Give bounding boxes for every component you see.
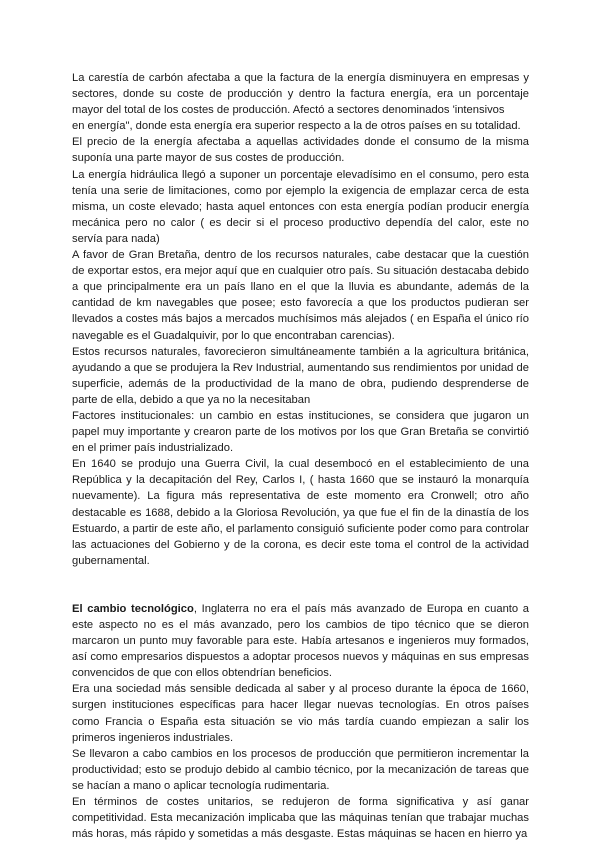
paragraph-society-knowledge: Era una sociedad más sensible dedicada al saber y al proceso durante la época de 1660, surgen instituciones específicas para hacer llegar nuevas tecnologías. En otros países como Francia o España esta situación se vio más tardía cuando empiezan a salir los primeros ingenieros industriales. bbox=[72, 683, 529, 744]
paragraph-great-britain-resources: A favor de Gran Bretaña, dentro de los recursos naturales, cabe destacar que la cuestión de exportar estos, era mejor aquí que en cualquier otro país. Su situación destacaba debido a que principalmente era un país llano en el que la lluvia es abundante, además de la cantidad de km navegables que posee; esto favorecía a que los productos pudieran ser llevados a costes más bajos a mercados muchísimos más alejados ( en España el único río navegable es el Guadalquivir, por lo que encontraban carencias). bbox=[72, 249, 529, 342]
section-heading: El cambio tecnológico bbox=[72, 602, 194, 615]
paragraph-energy-intensive: en energía", donde esta energía era superior respecto a la de otros países en su totalidad. bbox=[72, 120, 521, 133]
paragraph-agriculture: Estos recursos naturales, favorecieron simultáneamente también a la agricultura británica, ayudando a que se produjera la Rev Industrial, aumentando sus rendimientos por unidad de superficie, además de la productividad de la mano de obra, pudiendo desprenderse de parte de ella, debido a que ya no la necesitaban bbox=[72, 345, 529, 406]
paragraph-production-changes: Se llevaron a cabo cambios en los procesos de producción que permitieron incrementar la productividad; esto se produjo debido al cambio técnico, por la mecanización de tareas que se hacían a mano o aplicar tecnología rudimentaria. bbox=[72, 747, 529, 792]
section-intro-text: , Inglaterra no era el país más avanzado de Europa en cuanto a este aspecto no es el más avanzado, pero los cambios de tipo técnico que se dieron marcaron un punto muy favorable para este. Había artesanos e ingenieros muy formados, así como empresarios dispuestos a adoptar procesos nuevos y máquinas en sus empresas convencidos de que con ellos obtendrían beneficios. bbox=[72, 602, 529, 680]
paragraph-unit-costs: En términos de costes unitarios, se redujeron de forma significativa y así ganar competitividad. Esta mecanización implicaba que las máquinas tenían que trabajar muchas más horas, más rápido y sometidas a más desgaste. Estas máquinas se hacen en hierro ya bbox=[72, 796, 529, 841]
paragraph-hydraulic-energy: La energía hidráulica llegó a suponer un porcentaje elevadísimo en el consumo, pero esta tenía una serie de limitaciones, como por ejemplo la exigencia de emplazar cerca de esta misma, un coste elevado; hasta aquel entonces con esta energía podían producir energía mecánica pero no calor ( es decir si el proceso productivo dependía del calor, este no servía para nada) bbox=[72, 168, 529, 245]
paragraph-institutional-factors: Factores institucionales: un cambio en estas instituciones, se considera que jugaron un papel muy importante y crearon parte de los motivos por los que Gran Bretaña se convirtió en el primer país industrializado. bbox=[72, 409, 529, 455]
paragraph-energy-price: El precio de la energía afectaba a aquellas actividades donde el consumo de la misma suponía una parte mayor de sus costes de producción. bbox=[72, 136, 529, 165]
paragraph-technological-change bbox=[72, 601, 529, 681]
section-spacer bbox=[72, 569, 529, 585]
section-spacer bbox=[72, 585, 529, 601]
paragraph-coal-cost: La carestía de carbón afectaba a que la factura de la energía disminuyera en empresas y sectores, donde su coste de producción y dentro la factura energía, era un porcentaje mayor del total de los costes de producción. Afectó a sectores denominados 'intensivos bbox=[72, 72, 529, 117]
document-page bbox=[72, 70, 529, 842]
paragraph-civil-war: En 1640 se produjo una Guerra Civil, la cual desembocó en el establecimiento de una República y la decapitación del Rey, Carlos I, ( hasta 1660 que se instauró la monarquía nuevamente). La figura más representativa de este momento era Cronwell; otro año destacable es 1688, debido a la Gloriosa Revolución, ya que fue el fin de la dinastía de los Estuardo, a partir de este año, el parlamento consiguió suficiente poder como para controlar las actuaciones del Gobierno y de la corona, es decir este toma el control de la actividad gubernamental. bbox=[72, 458, 529, 567]
